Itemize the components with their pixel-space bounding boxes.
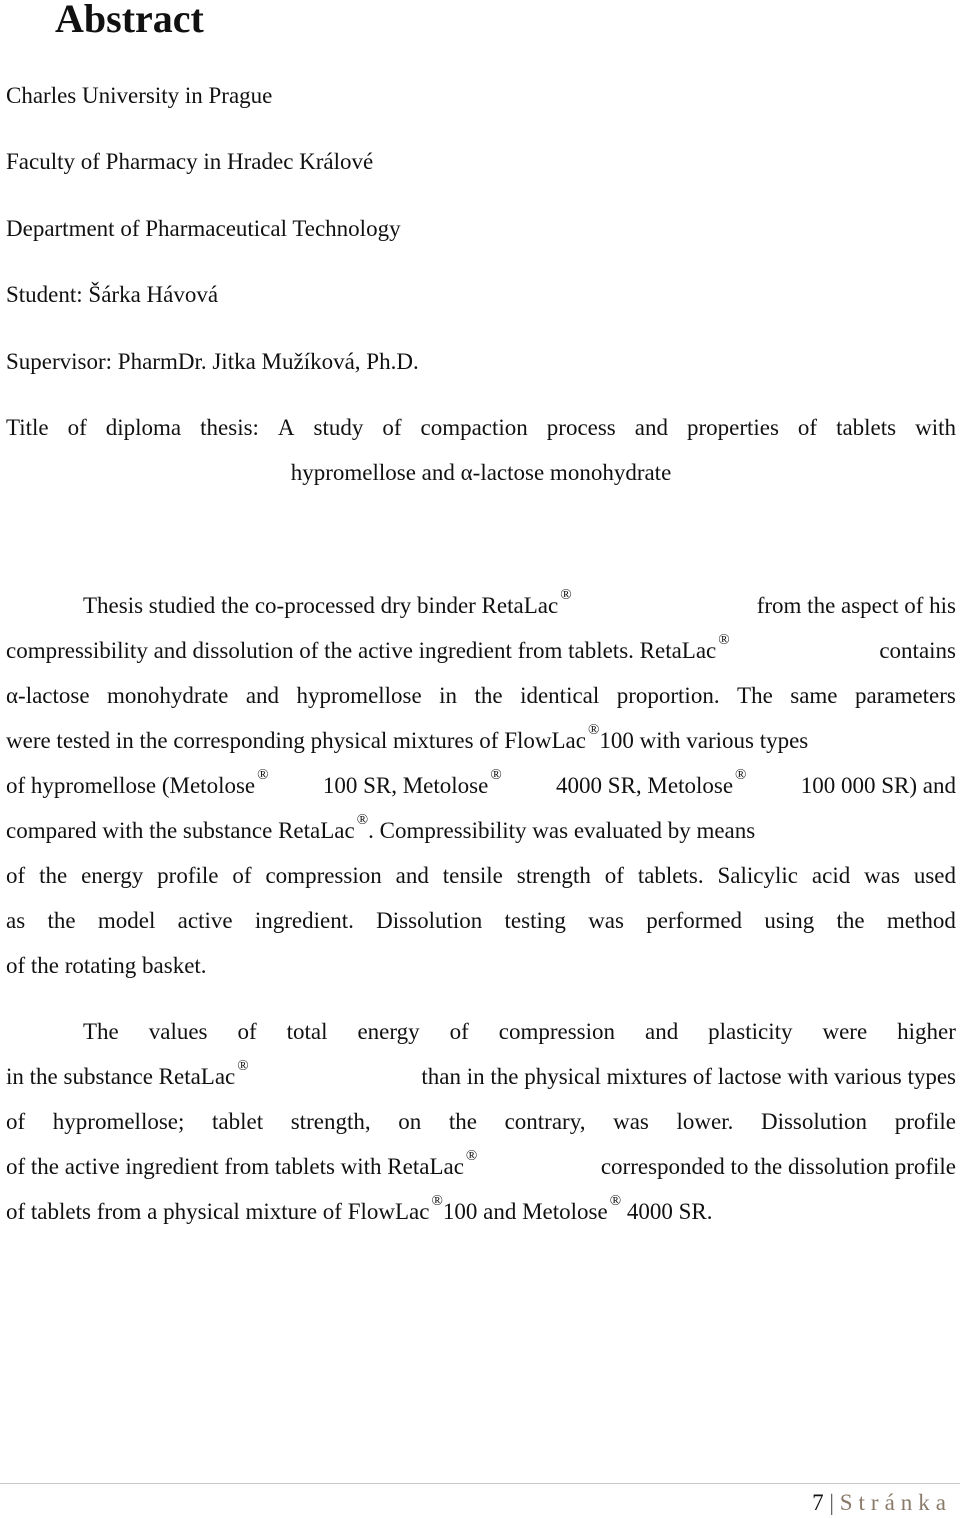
paragraph-line: α-lactose monohydrate and hypromellose in the identical proportion. The same parameters xyxy=(6,683,956,708)
registered-mark: ® xyxy=(735,767,747,783)
paragraph-line: of hypromellose; tablet strength, on the contrary, was lower. Dissolution profile xyxy=(6,1109,956,1134)
paragraph-line: were tested in the corresponding physical mixtures of FlowLac ®100 with various types xyxy=(6,722,809,753)
faculty-line: Faculty of Pharmacy in Hradec Králové xyxy=(6,149,374,174)
page-number: 7 xyxy=(812,1490,824,1515)
department-line: Department of Pharmaceutical Technology xyxy=(6,216,401,241)
footer-page-word: Stránka xyxy=(839,1490,952,1515)
footer-separator: | xyxy=(829,1490,834,1515)
paragraph-line: in the substance RetaLac ® than in the physical mixtures of lactose with various types xyxy=(6,1058,956,1089)
page-footer xyxy=(812,1488,952,1518)
registered-mark: ® xyxy=(609,1193,622,1209)
registered-mark: ® xyxy=(257,767,269,783)
abstract-paragraph-2 xyxy=(6,1009,956,1234)
student-line: Student: Šárka Hávová xyxy=(6,282,219,307)
registered-mark: ® xyxy=(465,1148,478,1164)
paragraph-line: as the model active ingredient. Dissolution testing was performed using the method xyxy=(6,908,956,933)
thesis-title-line-1: Title of diploma thesis: A study of compaction process and properties of tablets with xyxy=(6,415,956,440)
thesis-title xyxy=(6,405,956,495)
paragraph-line: of the active ingredient from tablets with RetaLac ® corresponded to the dissolution profile xyxy=(6,1148,956,1179)
registered-mark: ® xyxy=(718,632,730,648)
paragraph-line: The values of total energy of compression and plasticity were higher xyxy=(83,1019,956,1044)
paragraph-line: of tablets from a physical mixture of FlowLac ®100 and Metolose ® 4000 SR. xyxy=(6,1193,713,1224)
footer-divider xyxy=(0,1483,960,1484)
registered-mark: ® xyxy=(237,1058,249,1074)
registered-mark: ® xyxy=(356,812,369,828)
supervisor-line: Supervisor: PharmDr. Jitka Mužíková, Ph.D. xyxy=(6,349,419,374)
paragraph-line: Thesis studied the co-processed dry binder RetaLac ® from the aspect of his xyxy=(83,587,956,618)
registered-mark: ® xyxy=(490,767,502,783)
university-line: Charles University in Prague xyxy=(6,83,273,108)
paragraph-line: compared with the substance RetaLac ®. Compressibility was evaluated by means xyxy=(6,812,756,843)
paragraph-line: of the energy profile of compression and tensile strength of tablets. Salicylic acid was used xyxy=(6,863,956,888)
paragraph-line: of the rotating basket. xyxy=(6,953,207,978)
registered-mark: ® xyxy=(560,587,572,603)
registered-mark: ® xyxy=(431,1193,443,1209)
paragraph-line: compressibility and dissolution of the active ingredient from tablets. RetaLac ® contains xyxy=(6,632,956,663)
paragraph-line: of hypromellose (Metolose ® 100 SR, Metolose ® 4000 SR, Metolose ® 100 000 SR) and xyxy=(6,767,956,798)
page-heading: Abstract xyxy=(55,0,204,41)
abstract-paragraph-1 xyxy=(6,583,956,988)
registered-mark: ® xyxy=(587,722,600,738)
thesis-title-line-2: hypromellose and α-lactose monohydrate xyxy=(290,460,672,485)
